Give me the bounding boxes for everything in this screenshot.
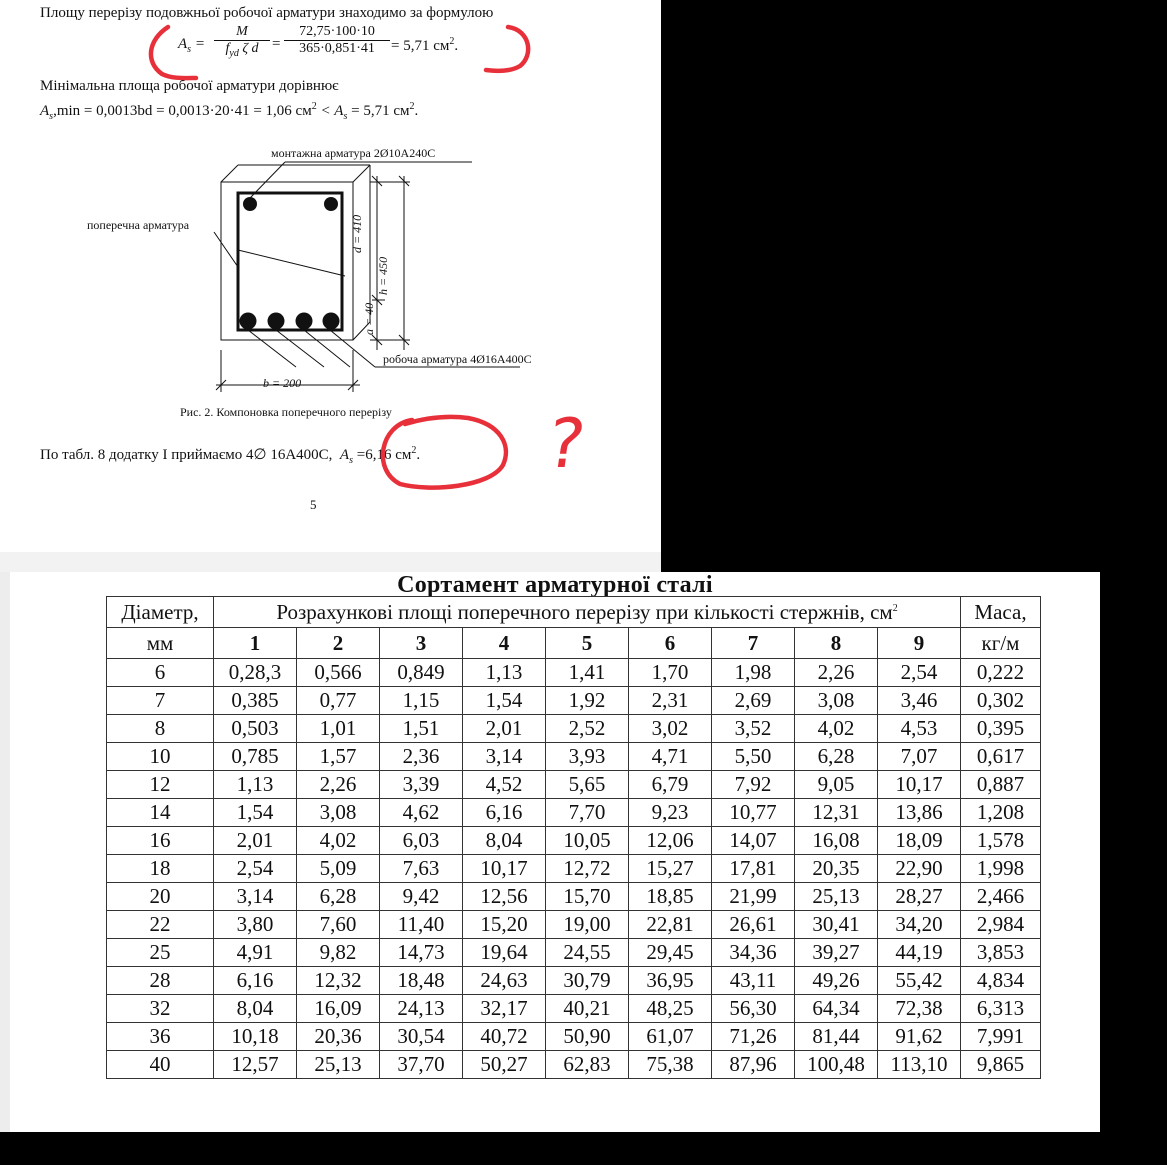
header-count-1: 1	[214, 628, 297, 659]
diameter-cell: 36	[107, 1023, 214, 1051]
area-cell: 40,72	[463, 1023, 546, 1051]
mass-cell: 0,887	[961, 771, 1041, 799]
header-areas: Розрахункові площі поперечного перерізу при кількості стержнів, $см^2$	[214, 597, 961, 628]
annotation-right-bracket	[486, 27, 528, 71]
dimension-h: h = 450	[376, 256, 390, 295]
mass-cell: 4,834	[961, 967, 1041, 995]
area-cell: 17,81	[712, 855, 795, 883]
formula-minimum-area: $A_s,\min = 0,0013bd = 0,0013\cdot 20\cdot 41 = 1,06$ $см^2 < A_s = 5,71$ $см^2$.	[40, 101, 419, 122]
area-cell: 15,20	[463, 911, 546, 939]
area-cell: 6,16	[463, 799, 546, 827]
area-cell: 0,385	[214, 687, 297, 715]
header-count-4: 4	[463, 628, 546, 659]
area-cell: 10,17	[463, 855, 546, 883]
mass-cell: 1,998	[961, 855, 1041, 883]
diameter-cell: 20	[107, 883, 214, 911]
mass-cell: 0,302	[961, 687, 1041, 715]
area-cell: 12,72	[546, 855, 629, 883]
document-page	[0, 0, 661, 552]
area-cell: 12,56	[463, 883, 546, 911]
screen-bottom-edge	[0, 1132, 1167, 1165]
area-cell: 18,09	[878, 827, 961, 855]
dimension-a: a = 40	[362, 302, 376, 335]
area-cell: 7,92	[712, 771, 795, 799]
area-cell: 81,44	[795, 1023, 878, 1051]
header-count-6: 6	[629, 628, 712, 659]
area-cell: 3,08	[795, 687, 878, 715]
table-row	[107, 911, 1041, 939]
area-cell: 28,27	[878, 883, 961, 911]
area-cell: 5,65	[546, 771, 629, 799]
area-cell: 15,27	[629, 855, 712, 883]
area-cell: 50,90	[546, 1023, 629, 1051]
mass-cell: 7,991	[961, 1023, 1041, 1051]
area-cell: 25,13	[297, 1051, 380, 1079]
table-row	[107, 939, 1041, 967]
diameter-cell: 25	[107, 939, 214, 967]
area-cell: 56,30	[712, 995, 795, 1023]
paragraph-accepted-reinforcement: По табл. 8 додатку I приймаємо 4∅ 16А400С, $A_s =6,16$ $см^2$.	[40, 445, 421, 466]
diameter-cell: 6	[107, 659, 214, 687]
mass-cell: 0,395	[961, 715, 1041, 743]
area-cell: 12,32	[297, 967, 380, 995]
area-cell: 22,90	[878, 855, 961, 883]
area-cell: 0,566	[297, 659, 380, 687]
area-cell: 36,95	[629, 967, 712, 995]
page-gap-left	[0, 572, 10, 1132]
table-title: Сортамент арматурної сталі	[397, 572, 713, 598]
area-cell: 29,45	[629, 939, 712, 967]
diameter-cell: 7	[107, 687, 214, 715]
diameter-cell: 18	[107, 855, 214, 883]
area-cell: 1,70	[629, 659, 712, 687]
area-cell: 55,42	[878, 967, 961, 995]
area-cell: 87,96	[712, 1051, 795, 1079]
area-cell: 14,07	[712, 827, 795, 855]
area-cell: 4,91	[214, 939, 297, 967]
area-cell: 4,52	[463, 771, 546, 799]
area-cell: 7,70	[546, 799, 629, 827]
table-row	[107, 659, 1041, 687]
header-count-5: 5	[546, 628, 629, 659]
area-cell: 11,40	[380, 911, 463, 939]
area-cell: 24,13	[380, 995, 463, 1023]
area-cell: 32,17	[463, 995, 546, 1023]
fraction-2-denominator: 365·0,851·41	[299, 41, 375, 56]
area-cell: 1,13	[463, 659, 546, 687]
area-cell: 37,70	[380, 1051, 463, 1079]
area-cell: 1,54	[214, 799, 297, 827]
mass-cell: 3,853	[961, 939, 1041, 967]
area-cell: 16,08	[795, 827, 878, 855]
area-cell: 30,79	[546, 967, 629, 995]
area-cell: 3,46	[878, 687, 961, 715]
header-count-8: 8	[795, 628, 878, 659]
mass-cell: 1,578	[961, 827, 1041, 855]
annotation-circle-as	[383, 417, 506, 488]
table-header-row-1	[107, 597, 1041, 628]
area-cell: 0,503	[214, 715, 297, 743]
area-cell: 4,53	[878, 715, 961, 743]
mass-cell: 1,208	[961, 799, 1041, 827]
header-count-7: 7	[712, 628, 795, 659]
diameter-cell: 32	[107, 995, 214, 1023]
equals-sign: =	[272, 36, 281, 52]
area-cell: 3,02	[629, 715, 712, 743]
header-count-9: 9	[878, 628, 961, 659]
formula-lhs: $A_s$ =	[178, 36, 205, 55]
area-cell: 0,77	[297, 687, 380, 715]
area-cell: 6,79	[629, 771, 712, 799]
page-gap	[0, 552, 661, 572]
area-cell: 100,48	[795, 1051, 878, 1079]
area-cell: 2,01	[214, 827, 297, 855]
annotation-question-mark: ?	[542, 405, 590, 484]
area-cell: 62,83	[546, 1051, 629, 1079]
area-cell: 22,81	[629, 911, 712, 939]
table-row	[107, 827, 1041, 855]
area-cell: 1,57	[297, 743, 380, 771]
label-working-reinforcement: робоча арматура 4Ø16А400С	[383, 352, 532, 366]
area-cell: 6,28	[297, 883, 380, 911]
area-cell: 24,55	[546, 939, 629, 967]
area-cell: 3,80	[214, 911, 297, 939]
area-cell: 43,11	[712, 967, 795, 995]
area-cell: 1,41	[546, 659, 629, 687]
area-cell: 8,04	[214, 995, 297, 1023]
area-cell: 72,38	[878, 995, 961, 1023]
rebar-assortment-table	[106, 596, 1041, 1079]
figure-caption: Рис. 2. Компоновка поперечного перерізу	[180, 405, 392, 419]
diameter-cell: 14	[107, 799, 214, 827]
mass-cell: 0,222	[961, 659, 1041, 687]
mass-cell: 2,984	[961, 911, 1041, 939]
area-cell: 9,82	[297, 939, 380, 967]
area-cell: 6,28	[795, 743, 878, 771]
area-cell: 7,60	[297, 911, 380, 939]
table-row	[107, 995, 1041, 1023]
area-cell: 30,54	[380, 1023, 463, 1051]
area-cell: 113,10	[878, 1051, 961, 1079]
area-cell: 2,26	[297, 771, 380, 799]
area-cell: 3,93	[546, 743, 629, 771]
area-cell: 48,25	[629, 995, 712, 1023]
area-cell: 2,31	[629, 687, 712, 715]
fraction-2-numerator: 72,75·100·10	[299, 24, 375, 39]
area-cell: 64,34	[795, 995, 878, 1023]
area-cell: 6,16	[214, 967, 297, 995]
area-cell: 1,01	[297, 715, 380, 743]
table-header-row-2	[107, 628, 1041, 659]
mass-cell: 0,617	[961, 743, 1041, 771]
fraction-1-denominator: $f_{yd}$ ζ d	[225, 41, 259, 59]
area-cell: 1,13	[214, 771, 297, 799]
table-row	[107, 967, 1041, 995]
area-cell: 18,48	[380, 967, 463, 995]
label-transverse-reinforcement: поперечна арматура	[87, 218, 190, 232]
area-cell: 12,57	[214, 1051, 297, 1079]
area-cell: 44,19	[878, 939, 961, 967]
area-cell: 61,07	[629, 1023, 712, 1051]
area-cell: 20,36	[297, 1023, 380, 1051]
area-cell: 71,26	[712, 1023, 795, 1051]
table-row	[107, 883, 1041, 911]
paragraph-formula-intro: Площу перерізу подовжньої робочої арматури знаходимо за формулою	[40, 5, 494, 21]
area-cell: 2,01	[463, 715, 546, 743]
area-cell: 49,26	[795, 967, 878, 995]
area-cell: 12,06	[629, 827, 712, 855]
table-row	[107, 799, 1041, 827]
diameter-cell: 10	[107, 743, 214, 771]
area-cell: 9,42	[380, 883, 463, 911]
area-cell: 50,27	[463, 1051, 546, 1079]
mass-cell: 6,313	[961, 995, 1041, 1023]
table-row	[107, 855, 1041, 883]
diameter-cell: 28	[107, 967, 214, 995]
area-cell: 75,38	[629, 1051, 712, 1079]
table-row	[107, 771, 1041, 799]
area-cell: 24,63	[463, 967, 546, 995]
area-cell: 4,62	[380, 799, 463, 827]
area-cell: 7,63	[380, 855, 463, 883]
page-number: 5	[310, 497, 317, 512]
area-cell: 1,92	[546, 687, 629, 715]
area-cell: 30,41	[795, 911, 878, 939]
dimension-b: b = 200	[263, 376, 302, 390]
table-row	[107, 715, 1041, 743]
label-mounting-reinforcement: монтажна арматура 2Ø10А240С	[271, 146, 436, 160]
area-cell: 4,71	[629, 743, 712, 771]
table-row	[107, 1023, 1041, 1051]
area-cell: 1,51	[380, 715, 463, 743]
area-cell: 3,14	[214, 883, 297, 911]
area-cell: 91,62	[878, 1023, 961, 1051]
area-cell: 10,77	[712, 799, 795, 827]
area-cell: 7,07	[878, 743, 961, 771]
area-cell: 2,54	[878, 659, 961, 687]
area-cell: 4,02	[795, 715, 878, 743]
area-cell: 16,09	[297, 995, 380, 1023]
mass-cell: 2,466	[961, 883, 1041, 911]
area-cell: 2,36	[380, 743, 463, 771]
area-cell: 3,14	[463, 743, 546, 771]
area-cell: 21,99	[712, 883, 795, 911]
area-cell: 10,17	[878, 771, 961, 799]
area-cell: 12,31	[795, 799, 878, 827]
area-cell: 9,05	[795, 771, 878, 799]
header-diameter: Діаметр,	[107, 597, 214, 628]
area-cell: 5,50	[712, 743, 795, 771]
area-cell: 0,849	[380, 659, 463, 687]
area-cell: 2,26	[795, 659, 878, 687]
area-cell: 1,98	[712, 659, 795, 687]
header-mass: Маса,	[961, 597, 1041, 628]
area-cell: 19,00	[546, 911, 629, 939]
area-cell: 10,05	[546, 827, 629, 855]
dimension-d: d = 410	[350, 214, 364, 253]
area-cell: 2,54	[214, 855, 297, 883]
table-row	[107, 687, 1041, 715]
diameter-cell: 40	[107, 1051, 214, 1079]
diameter-cell: 12	[107, 771, 214, 799]
area-cell: 34,36	[712, 939, 795, 967]
area-cell: 26,61	[712, 911, 795, 939]
table-row	[107, 743, 1041, 771]
area-cell: 3,39	[380, 771, 463, 799]
table-row	[107, 1051, 1041, 1079]
area-cell: 1,15	[380, 687, 463, 715]
area-cell: 8,04	[463, 827, 546, 855]
formula-result: = 5,71 $см^2$.	[391, 36, 459, 54]
mass-cell: 9,865	[961, 1051, 1041, 1079]
header-mass-unit: кг/м	[961, 628, 1041, 659]
paragraph-minimum-area: Мінімальна площа робочої арматури дорівнює	[40, 78, 339, 94]
area-cell: 6,03	[380, 827, 463, 855]
area-cell: 3,52	[712, 715, 795, 743]
area-cell: 0,785	[214, 743, 297, 771]
area-cell: 19,64	[463, 939, 546, 967]
table-page	[10, 572, 1100, 1147]
area-cell: 1,54	[463, 687, 546, 715]
area-cell: 34,20	[878, 911, 961, 939]
header-count-3: 3	[380, 628, 463, 659]
area-cell: 4,02	[297, 827, 380, 855]
area-cell: 14,73	[380, 939, 463, 967]
annotation-left-bracket	[151, 27, 196, 78]
area-cell: 25,13	[795, 883, 878, 911]
area-cell: 18,85	[629, 883, 712, 911]
area-cell: 15,70	[546, 883, 629, 911]
area-cell: 20,35	[795, 855, 878, 883]
diameter-cell: 22	[107, 911, 214, 939]
area-cell: 9,23	[629, 799, 712, 827]
area-cell: 2,69	[712, 687, 795, 715]
area-cell: 40,21	[546, 995, 629, 1023]
area-cell: 0,28,3	[214, 659, 297, 687]
area-cell: 13,86	[878, 799, 961, 827]
area-cell: 10,18	[214, 1023, 297, 1051]
header-count-2: 2	[297, 628, 380, 659]
diameter-cell: 8	[107, 715, 214, 743]
diameter-cell: 16	[107, 827, 214, 855]
fraction-1-numerator: M	[236, 24, 248, 39]
header-diameter-unit: мм	[107, 628, 214, 659]
area-cell: 39,27	[795, 939, 878, 967]
area-cell: 3,08	[297, 799, 380, 827]
area-cell: 2,52	[546, 715, 629, 743]
area-cell: 5,09	[297, 855, 380, 883]
